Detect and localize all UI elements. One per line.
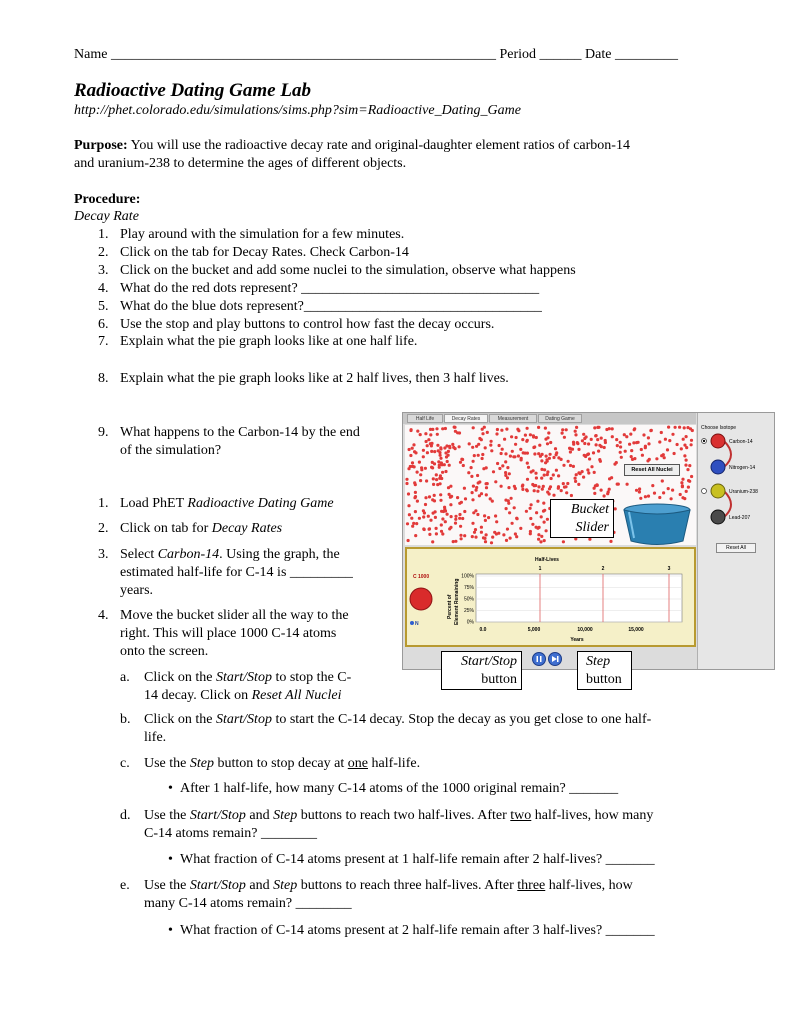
page-title: Radioactive Dating Game Lab bbox=[74, 80, 311, 101]
phet-simulation-screenshot bbox=[402, 412, 775, 670]
uranium-238-icon bbox=[711, 484, 725, 498]
period-label: Period bbox=[499, 47, 536, 62]
y-tick-label: 0% bbox=[466, 619, 474, 626]
isotope-carbon-14: Carbon-14 bbox=[729, 439, 753, 445]
plot-area bbox=[476, 574, 682, 622]
bucket-icon[interactable] bbox=[621, 501, 693, 547]
y-label-2: Element Remaining bbox=[454, 578, 460, 625]
choose-isotope-label: Choose Isotope bbox=[701, 425, 737, 431]
substep-e-bullet: • What fraction of C-14 atoms present at 2 half-life remain after 3 half-lives? _______ bbox=[168, 923, 655, 938]
bucket-slider-callout: Bucket Slider bbox=[550, 499, 614, 538]
substep-b-line-2: life. bbox=[144, 730, 167, 745]
half-life-label: 3 bbox=[667, 566, 671, 572]
part2-step-4: 4. Move the bucket slider all the way to the bbox=[98, 608, 349, 623]
step-8: 8. Explain what the pie graph looks like at 2 half lives, then 3 half lives. bbox=[98, 371, 509, 386]
substep-d: d. Use the Start/Stop and Step buttons to reach two half-lives. After two half-lives, how many bbox=[120, 808, 654, 823]
substep-c: c. Use the Step button to stop decay at one half-life. bbox=[120, 756, 421, 771]
purpose-text-1: You will use the radioactive decay rate and original-daughter element ratios of carbon-14 bbox=[130, 138, 630, 153]
sim-tab-bar bbox=[403, 413, 696, 424]
carbon-14-icon bbox=[711, 434, 725, 448]
part2-step-4-line-2: right. This will place 1000 C-14 atoms bbox=[120, 626, 337, 641]
reset-all-nuclei-button[interactable]: Reset All Nuclei bbox=[624, 464, 680, 476]
x-tick-label: 10,000 bbox=[577, 627, 593, 633]
x-label: Years bbox=[570, 637, 584, 643]
substep-c-bullet: • After 1 half-life, how many C-14 atoms of the 1000 original remain? _______ bbox=[168, 781, 619, 796]
part2-step-2: 2. Click on tab for Decay Rates bbox=[98, 521, 283, 536]
tab-half-life[interactable]: Half Life bbox=[407, 414, 443, 423]
substep-d-bullet: • What fraction of C-14 atoms present at 1 half-life remain after 2 half-lives? _______ bbox=[168, 852, 655, 867]
tab-decay-rates[interactable]: Decay Rates bbox=[444, 414, 488, 423]
isotope-lead-207: Lead-207 bbox=[729, 515, 751, 521]
step-4: 4. What do the red dots represent? __________________________________ bbox=[98, 281, 540, 296]
step-callout: Step button bbox=[577, 651, 632, 690]
sim-url[interactable]: http://phet.colorado.edu/simulations/sims.php?sim=Radioactive_Dating_Game bbox=[74, 103, 521, 118]
substep-e-line-2: many C-14 atoms remain? ________ bbox=[144, 896, 352, 911]
name-label: Name bbox=[74, 47, 108, 62]
start-stop-callout: Start/Stop button bbox=[441, 651, 522, 690]
step-5: 5. What do the blue dots represent?__________________________________ bbox=[98, 299, 542, 314]
isotope-uranium-238: Uranium-238 bbox=[729, 489, 758, 495]
step-1: 1. Play around with the simulation for a few minutes. bbox=[98, 227, 405, 242]
uranium-radio bbox=[702, 489, 707, 494]
legend-nitrogen: N bbox=[415, 621, 419, 627]
substep-a-line-2: 14 decay. Click on Reset All Nuclei bbox=[144, 688, 342, 703]
isotope-chain bbox=[698, 431, 775, 531]
y-tick-label: 50% bbox=[463, 596, 474, 603]
purpose-label: Purpose: bbox=[74, 138, 128, 153]
substep-a: a. Click on the Start/Stop to stop the C- bbox=[120, 670, 352, 685]
step-9: 9. What happens to the Carbon-14 by the end bbox=[98, 425, 360, 440]
decay-rate-label: Decay Rate bbox=[74, 209, 139, 224]
isotope-panel bbox=[697, 413, 775, 669]
isotope-nitrogen-14: Nitrogen-14 bbox=[729, 465, 756, 471]
sim-controls bbox=[531, 651, 571, 667]
y-tick-label: 25% bbox=[463, 608, 474, 614]
half-life-label: 2 bbox=[601, 566, 605, 572]
step-2: 2. Click on the tab for Decay Rates. Check Carbon-14 bbox=[98, 245, 409, 260]
part2-step-1: 1. Load PhET Radioactive Dating Game bbox=[98, 496, 334, 511]
part2-step-3: 3. Select Carbon-14. Using the graph, the bbox=[98, 547, 340, 562]
purpose-line-1 bbox=[74, 137, 630, 155]
step-9-line-2: of the simulation? bbox=[120, 443, 222, 458]
header-line bbox=[74, 46, 678, 64]
step-6: 6. Use the stop and play buttons to control how fast the decay occurs. bbox=[98, 317, 495, 332]
y-label-1: Percent of bbox=[447, 594, 453, 619]
legend-carbon: C 1000 bbox=[413, 574, 430, 580]
nitrogen-14-icon bbox=[711, 460, 725, 474]
part2-step-4-line-3: onto the screen. bbox=[120, 644, 209, 659]
date-blank[interactable]: _________ bbox=[614, 47, 678, 62]
procedure-label: Procedure: bbox=[74, 192, 141, 207]
y-tick-label: 75% bbox=[463, 585, 474, 591]
substep-b: b. Click on the Start/Stop to start the C-14 decay. Stop the decay as you get close to one half- bbox=[120, 712, 652, 727]
half-life-graph bbox=[405, 547, 696, 647]
x-tick-label: 0.0 bbox=[479, 627, 487, 633]
period-blank[interactable]: ______ bbox=[539, 47, 582, 62]
graph-title: Half-Lives bbox=[535, 557, 559, 563]
substep-e: e. Use the Start/Stop and Step buttons to reach three half-lives. After three half-lives, how bbox=[120, 878, 633, 893]
name-blank[interactable]: _______________________________________________________ bbox=[110, 47, 496, 62]
carbon-ball-icon bbox=[410, 588, 432, 610]
half-life-graph-svg bbox=[407, 549, 694, 645]
side-reset-button[interactable]: Reset All bbox=[716, 543, 756, 553]
start-stop-icon[interactable] bbox=[533, 653, 546, 666]
y-tick-label: 100% bbox=[461, 573, 474, 580]
substep-d-line-2: C-14 atoms remain? ________ bbox=[144, 826, 318, 841]
step-7: 7. Explain what the pie graph looks like at one half life. bbox=[98, 334, 418, 349]
x-tick-label: 15,000 bbox=[628, 627, 644, 633]
x-tick-label: 5,000 bbox=[527, 627, 541, 633]
part2-step-3-line-2: estimated half-life for C-14 is _________ bbox=[120, 565, 353, 580]
lead-207-icon bbox=[711, 510, 725, 524]
step-3: 3. Click on the bucket and add some nuclei to the simulation, observe what happens bbox=[98, 263, 576, 278]
tab-measurement[interactable]: Measurement bbox=[489, 414, 537, 423]
purpose-text-2: and uranium-238 to determine the ages of different objects. bbox=[74, 156, 407, 171]
half-life-label: 1 bbox=[538, 566, 542, 572]
tab-dating-game[interactable]: Dating Game bbox=[538, 414, 582, 423]
part2-step-3-line-3: years. bbox=[120, 583, 154, 598]
date-label: Date bbox=[585, 47, 612, 62]
